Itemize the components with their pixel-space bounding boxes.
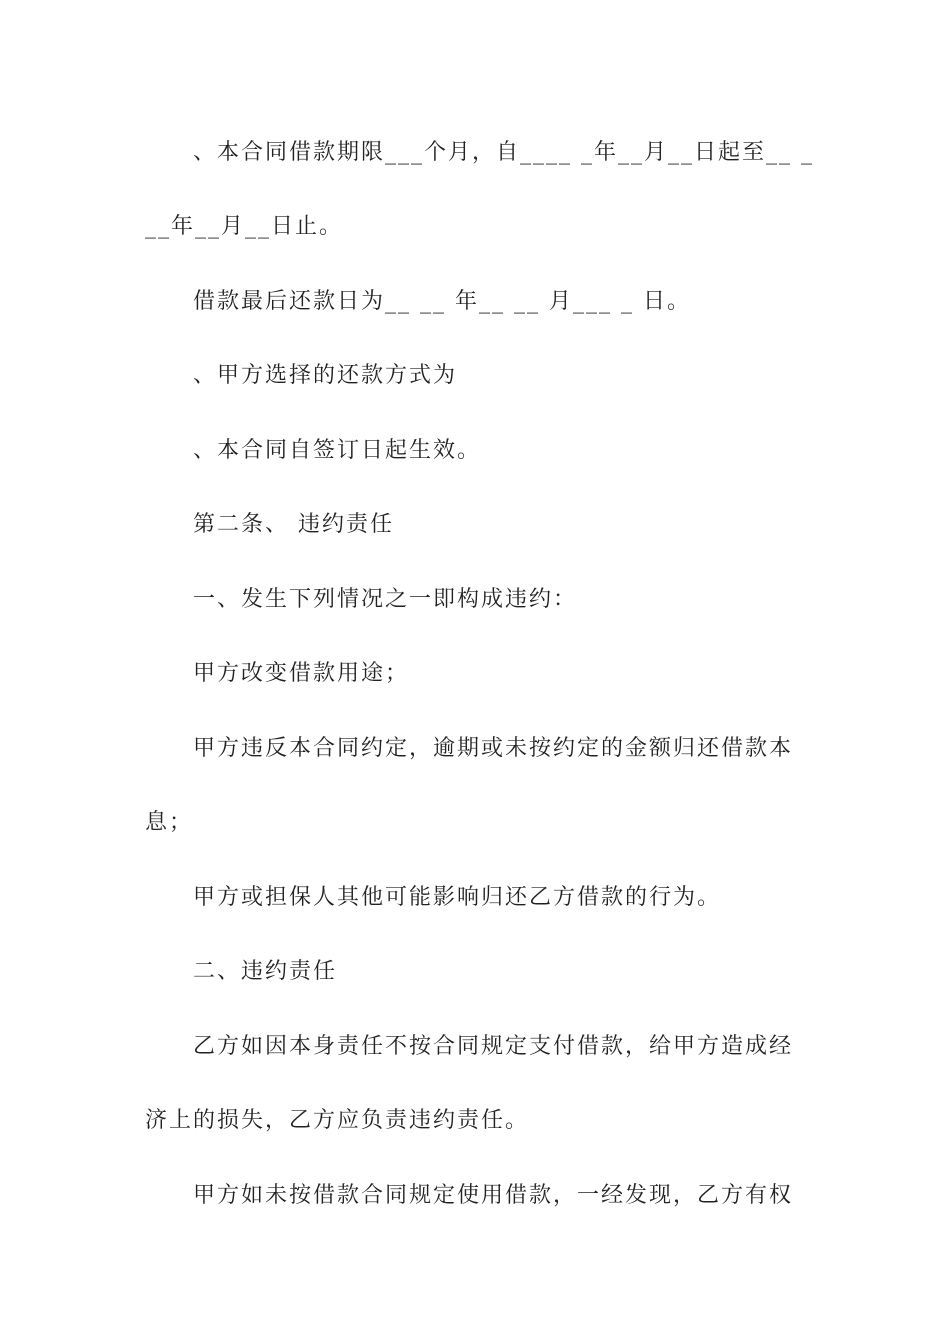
- paragraph-lender-liability-continued: 济上的损失，乙方应负责违约责任。: [145, 1108, 530, 1133]
- paragraph-loan-term: 、本合同借款期限___个月，自____ _年__月__日起至__ _: [193, 140, 814, 165]
- subheading-liability: 二、违约责任: [193, 959, 338, 984]
- paragraph-loan-term-continued: __年__月__日止。: [145, 214, 344, 239]
- section-heading-article-two: 第二条、 违约责任: [193, 512, 394, 537]
- list-item-guarantor-behavior: 甲方或担保人其他可能影响归还乙方借款的行为。: [193, 885, 722, 910]
- paragraph-repayment-method: 、甲方选择的还款方式为: [193, 363, 458, 388]
- list-item-late-repayment: 甲方违反本合同约定，逾期或未按约定的金额归还借款本: [193, 736, 794, 761]
- paragraph-lender-liability: 乙方如因本身责任不按合同规定支付借款，给甲方造成经: [193, 1034, 794, 1059]
- subheading-breach-conditions: 一、发生下列情况之一即构成违约：: [193, 587, 578, 612]
- paragraph-final-repayment-date: 借款最后还款日为__ __ 年__ __ 月___ _ 日。: [193, 289, 691, 314]
- paragraph-borrower-misuse: 甲方如未按借款合同规定使用借款，一经发现，乙方有权: [193, 1183, 794, 1208]
- list-item-change-usage: 甲方改变借款用途；: [193, 661, 410, 686]
- list-item-late-repayment-continued: 息；: [145, 810, 194, 835]
- paragraph-effective-date: 、本合同自签订日起生效。: [193, 438, 482, 463]
